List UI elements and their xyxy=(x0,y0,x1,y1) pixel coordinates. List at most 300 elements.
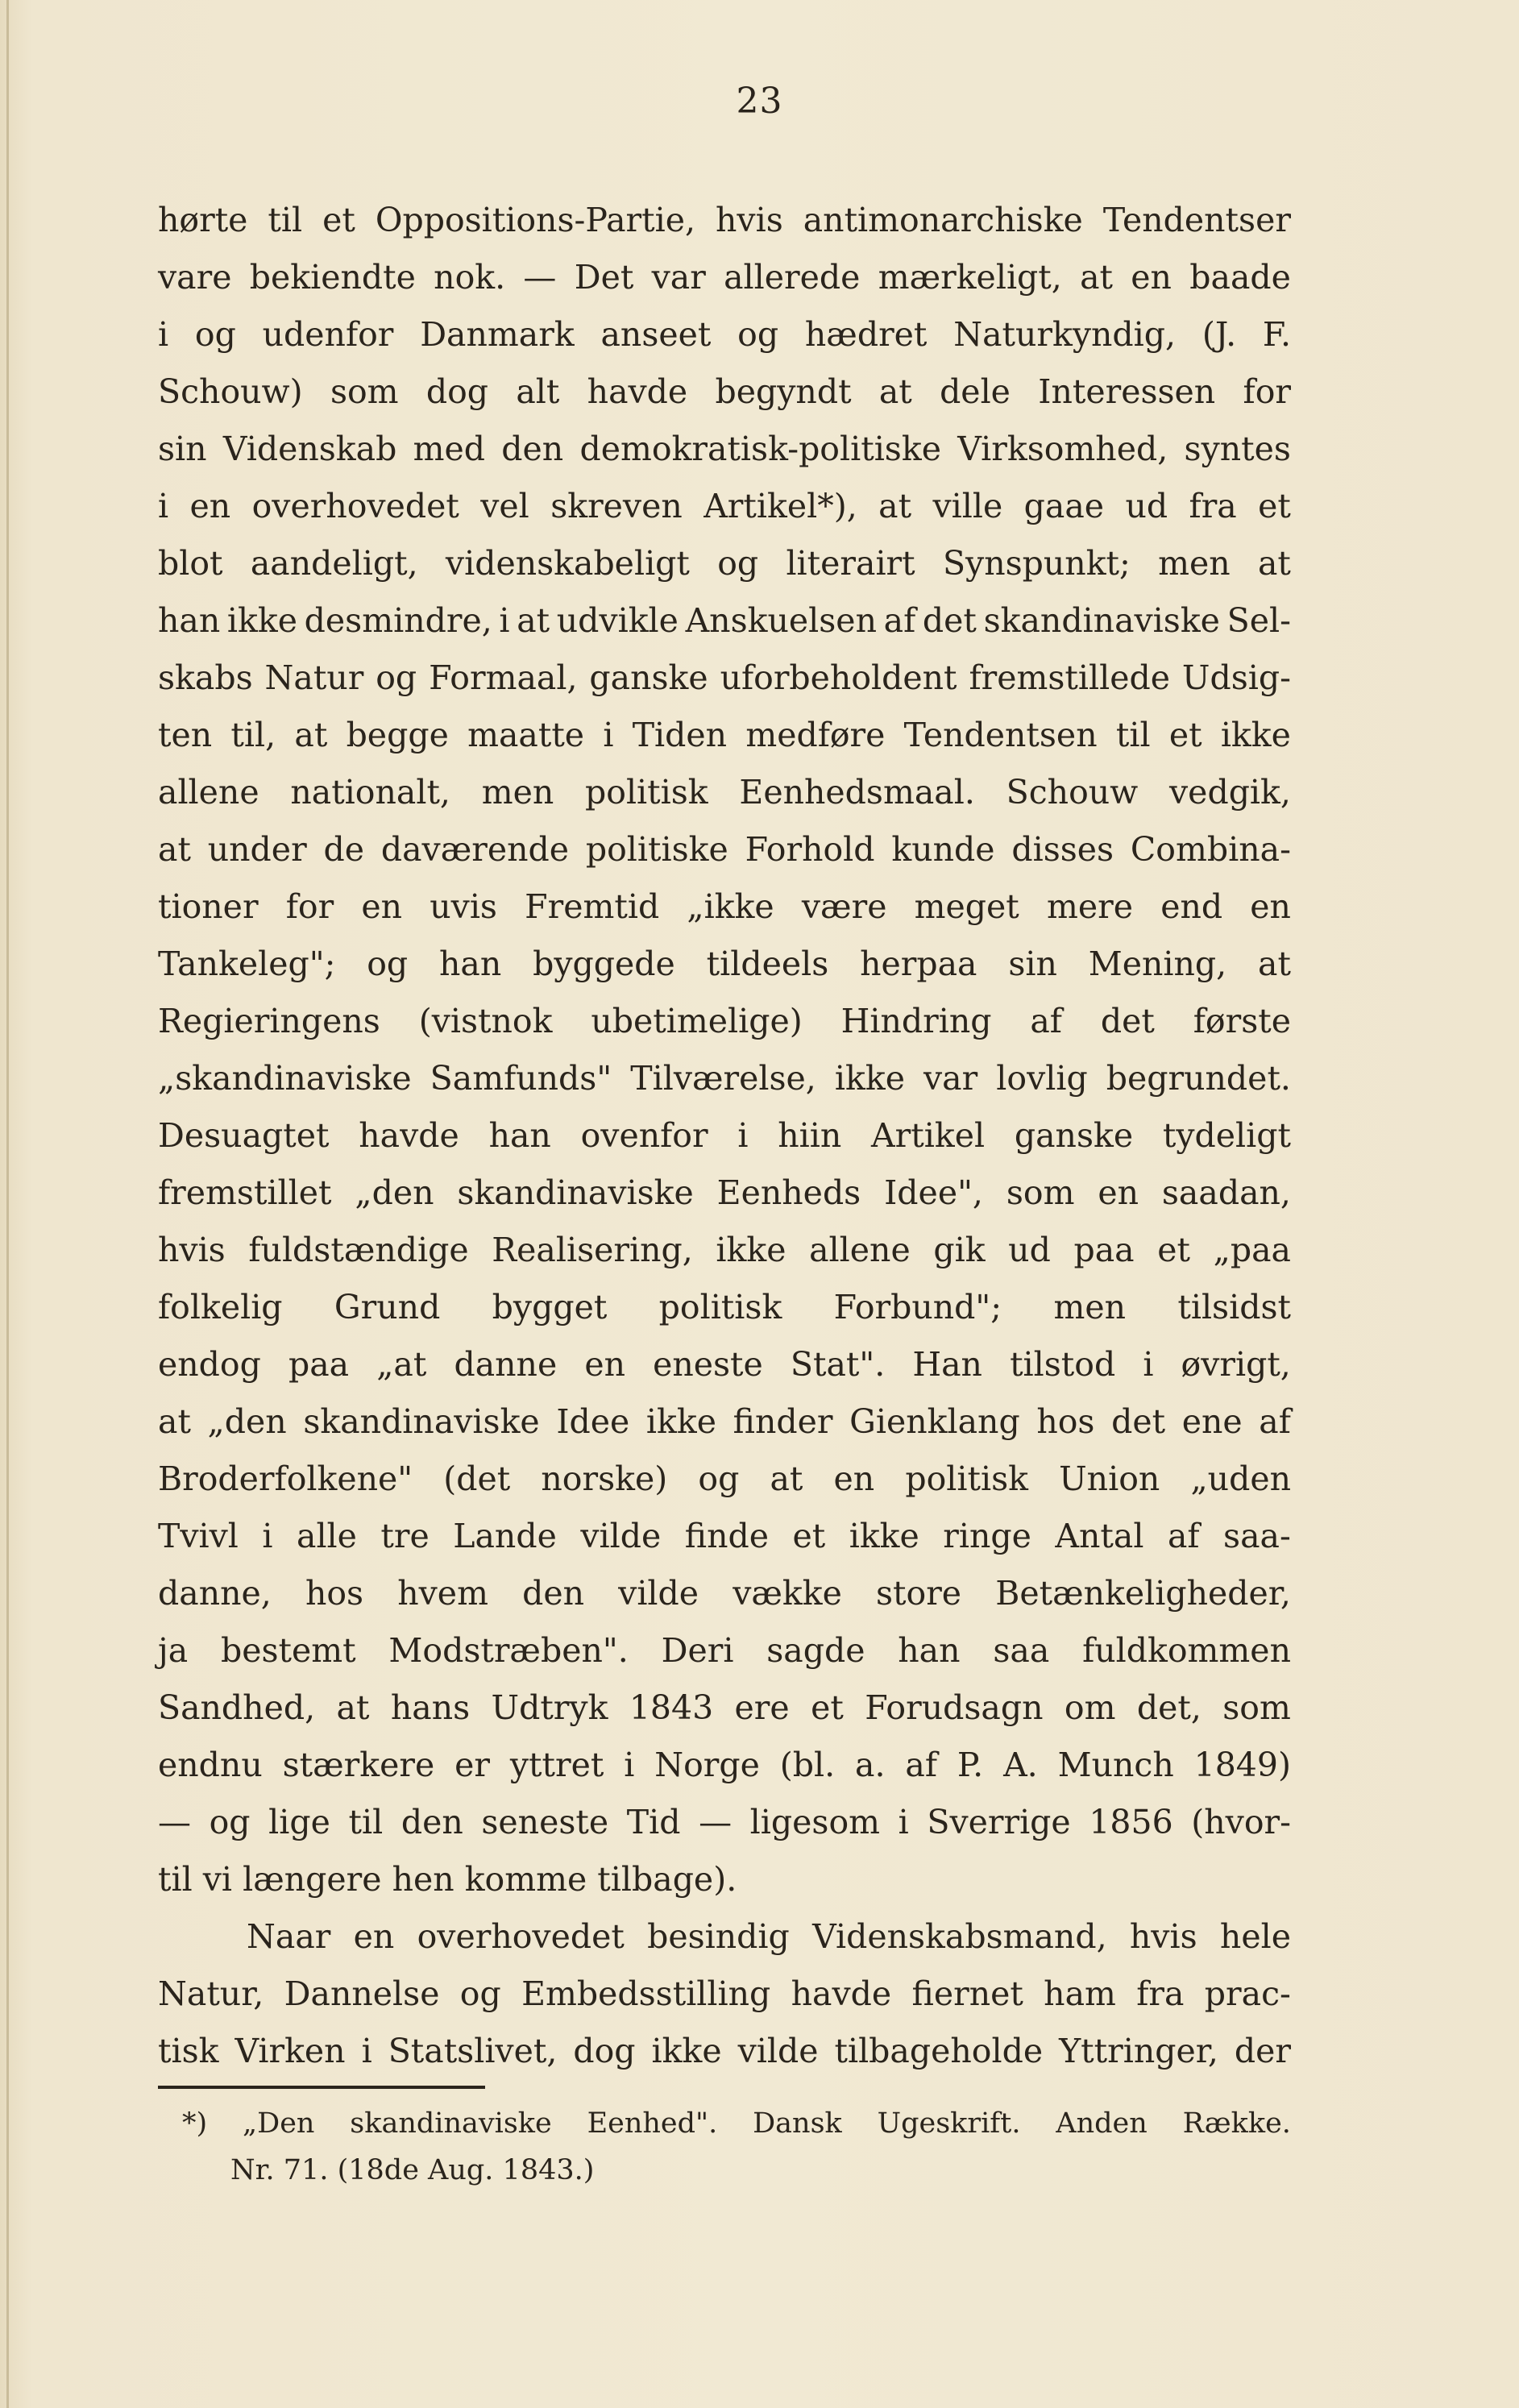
word: at xyxy=(294,716,328,754)
word: Sel- xyxy=(1226,601,1291,640)
word: fiernet xyxy=(911,1974,1023,2013)
word: Fremtid xyxy=(525,887,660,926)
word: begyndt xyxy=(715,372,852,411)
word: 1843.) xyxy=(502,2154,595,2186)
word: længere xyxy=(243,1860,382,1899)
word: skreven xyxy=(550,487,683,525)
word: finder xyxy=(733,1402,833,1441)
word: det xyxy=(1111,1402,1166,1441)
word: ringe xyxy=(943,1517,1031,1555)
text-line xyxy=(158,707,1291,764)
word: Dansk xyxy=(753,2107,842,2140)
word: herpaa xyxy=(860,945,977,983)
footnote xyxy=(182,2100,1291,2194)
word: men xyxy=(481,773,554,812)
word: tre xyxy=(380,1517,430,1555)
word: ikke xyxy=(1220,716,1291,754)
word: i xyxy=(361,2032,372,2070)
word: hvis xyxy=(158,1231,226,1269)
word: i xyxy=(1143,1345,1154,1384)
word: sagde xyxy=(766,1631,865,1670)
word: ganske xyxy=(1014,1116,1134,1155)
word: Eenhedsmaal. xyxy=(739,773,975,812)
word: udenfor xyxy=(262,315,394,354)
word: en xyxy=(189,487,231,525)
word: aandeligt, xyxy=(250,544,418,583)
word: vare xyxy=(158,258,232,297)
word: og xyxy=(209,1803,251,1841)
word: saa- xyxy=(1223,1517,1291,1555)
word: mærkeligt, xyxy=(878,258,1062,297)
word: Sandhed, xyxy=(158,1688,316,1727)
word: Hindring xyxy=(840,1002,992,1040)
word: Modstræben". xyxy=(388,1631,629,1670)
word: overhovedet xyxy=(251,487,459,525)
word: vilde xyxy=(737,2032,819,2070)
word: i xyxy=(158,487,169,525)
word: et xyxy=(322,201,355,239)
word: begrundet. xyxy=(1106,1059,1291,1098)
word: at xyxy=(517,601,550,640)
word: norske) xyxy=(541,1459,668,1498)
word: Lande xyxy=(453,1517,557,1555)
text-line xyxy=(158,306,1291,363)
word: endog xyxy=(158,1345,261,1384)
word: allene xyxy=(809,1231,911,1269)
word: skandinaviske xyxy=(457,1173,694,1212)
word: Tankeleg"; xyxy=(158,945,336,983)
word: tilstod xyxy=(1010,1345,1116,1384)
word: danne xyxy=(454,1345,558,1384)
word: ud xyxy=(1125,487,1168,525)
word: end xyxy=(1160,887,1223,926)
footnote-line xyxy=(182,2147,1291,2194)
word: mere xyxy=(1046,887,1133,926)
word: skandinaviske xyxy=(303,1402,540,1441)
word: at xyxy=(336,1688,370,1727)
text-line xyxy=(158,478,1291,535)
text-line xyxy=(158,1737,1291,1794)
word: af xyxy=(905,1746,937,1784)
word: politiske xyxy=(585,830,728,869)
word: ud xyxy=(1008,1231,1051,1269)
word: af xyxy=(883,601,916,640)
text-line xyxy=(158,192,1291,249)
word: Embedsstilling xyxy=(521,1974,771,2013)
word: ere xyxy=(734,1688,790,1727)
word: Munch xyxy=(1057,1746,1174,1784)
word: stærkere xyxy=(282,1746,435,1784)
word: Yttringer, xyxy=(1059,2032,1218,2070)
word: at xyxy=(158,830,191,869)
word: syntes xyxy=(1184,430,1291,468)
word: Tiden xyxy=(632,716,728,754)
word: skandinaviske xyxy=(983,601,1220,640)
word: Artikel*), xyxy=(703,487,857,525)
word: (hvor- xyxy=(1191,1803,1291,1841)
word: tildeels xyxy=(706,945,829,983)
word: for xyxy=(285,887,334,926)
word: ligesom xyxy=(749,1803,881,1841)
word: Forudsagn xyxy=(865,1688,1044,1727)
word: Natur, xyxy=(158,1974,264,2013)
word: tilsidst xyxy=(1177,1288,1291,1326)
word: lige xyxy=(268,1803,330,1841)
word: „uden xyxy=(1190,1459,1291,1498)
word: politisk xyxy=(585,773,708,812)
text-line xyxy=(158,1222,1291,1279)
word: Sverrige xyxy=(927,1803,1071,1841)
word: i xyxy=(898,1803,909,1841)
word: (J. xyxy=(1202,315,1237,354)
word: (det xyxy=(443,1459,511,1498)
word: ten xyxy=(158,716,213,754)
word: sin xyxy=(158,430,207,468)
word: i xyxy=(603,716,614,754)
word: fremstillet xyxy=(158,1173,332,1212)
word: i xyxy=(737,1116,749,1155)
word: en xyxy=(833,1459,875,1498)
word: vi xyxy=(202,1860,233,1899)
body-text xyxy=(158,192,1291,2080)
word: fuldkommen xyxy=(1082,1631,1291,1670)
text-line xyxy=(158,878,1291,936)
word: Han xyxy=(912,1345,982,1384)
word: hædret xyxy=(804,315,928,354)
word: at xyxy=(878,372,912,411)
word: Udsig- xyxy=(1181,658,1291,697)
word: Nr. xyxy=(230,2154,275,2186)
word: (18de xyxy=(337,2154,419,2186)
word: byggede xyxy=(533,945,675,983)
word: dog xyxy=(573,2032,636,2070)
word: Idee", xyxy=(884,1173,983,1212)
word: Det xyxy=(574,258,634,297)
text-line xyxy=(158,821,1291,878)
word: og xyxy=(717,544,759,583)
word: meget xyxy=(914,887,1019,926)
word: i xyxy=(499,601,510,640)
word: Desuagtet xyxy=(158,1116,330,1155)
word: fra xyxy=(1136,1974,1185,2013)
word: — xyxy=(699,1803,733,1841)
word: bekiendte xyxy=(249,258,416,297)
word: „at xyxy=(376,1345,427,1384)
word: et xyxy=(1157,1231,1190,1269)
word: blot xyxy=(158,544,223,583)
word: han xyxy=(488,1116,551,1155)
word: Union xyxy=(1059,1459,1160,1498)
text-line xyxy=(158,993,1291,1050)
word: hiin xyxy=(778,1116,842,1155)
word: det xyxy=(1100,1002,1155,1040)
word: en xyxy=(353,1917,395,1956)
word: anseet xyxy=(600,315,712,354)
word: „ikke xyxy=(687,887,774,926)
word: havde xyxy=(587,372,688,411)
word: ikke xyxy=(651,2032,722,2070)
word: a. xyxy=(855,1746,886,1784)
word: Tid xyxy=(626,1803,681,1841)
word: kunde xyxy=(891,830,995,869)
word: tilbage). xyxy=(597,1860,737,1899)
word: folkelig xyxy=(158,1288,283,1326)
word: ovenfor xyxy=(580,1116,708,1155)
word: „paa xyxy=(1213,1231,1291,1269)
word: i xyxy=(624,1746,635,1784)
word: under xyxy=(207,830,307,869)
text-line xyxy=(158,1279,1291,1336)
word: Række. xyxy=(1182,2107,1291,2140)
word: danne, xyxy=(158,1574,272,1613)
word: at xyxy=(878,487,912,525)
word: i xyxy=(262,1517,273,1555)
word: Gienklang xyxy=(849,1402,1020,1441)
word: Tendentser xyxy=(1102,201,1291,239)
word: tilbageholde xyxy=(834,2032,1044,2070)
word: Grund xyxy=(334,1288,441,1326)
word: Schouw xyxy=(1006,773,1139,812)
word: vække xyxy=(733,1574,842,1613)
word: var xyxy=(923,1059,978,1098)
word: dele xyxy=(940,372,1011,411)
word: 1856 xyxy=(1089,1803,1173,1841)
word: Anden xyxy=(1056,2107,1148,2140)
word: hørte xyxy=(158,201,248,239)
word: Anskuelsen xyxy=(685,601,877,640)
text-line xyxy=(158,764,1291,821)
word: Mening, xyxy=(1088,945,1227,983)
text-line xyxy=(158,1508,1291,1565)
word: som xyxy=(1222,1688,1291,1727)
word: havde xyxy=(359,1116,459,1155)
text-line xyxy=(158,363,1291,421)
word: yttret xyxy=(509,1746,604,1784)
word: var xyxy=(651,258,706,297)
word: en xyxy=(361,887,403,926)
word: fuldstændige xyxy=(248,1231,469,1269)
word: Naar xyxy=(247,1917,331,1956)
word: *) xyxy=(182,2107,208,2140)
word: af xyxy=(1259,1402,1291,1441)
word: Deri xyxy=(661,1631,734,1670)
text-line xyxy=(158,249,1291,306)
word: med xyxy=(413,430,486,468)
word: Synspunkt; xyxy=(942,544,1131,583)
word: „Den xyxy=(243,2107,315,2140)
text-line xyxy=(158,1107,1291,1165)
text-line xyxy=(158,1565,1291,1622)
text-line xyxy=(158,1679,1291,1737)
text-line xyxy=(158,2023,1291,2080)
word: ikke xyxy=(645,1402,716,1441)
word: komme xyxy=(464,1860,587,1899)
word: disses xyxy=(1011,830,1114,869)
word: til xyxy=(1115,716,1151,754)
word: udvikle xyxy=(556,601,679,640)
word: Oppositions-Partie, xyxy=(375,201,696,239)
word: øvrigt, xyxy=(1181,1345,1291,1384)
word: A. xyxy=(1003,1746,1038,1784)
word: seneste xyxy=(481,1803,609,1841)
word: at xyxy=(770,1459,803,1498)
word: og xyxy=(737,315,779,354)
word: havde xyxy=(791,1974,892,2013)
word: maatte xyxy=(467,716,585,754)
word: 1843 xyxy=(629,1688,714,1727)
word: (vistnok xyxy=(418,1002,553,1040)
text-line xyxy=(158,535,1291,592)
word: desmindre, xyxy=(304,601,492,640)
word: vilde xyxy=(618,1574,699,1613)
word: den xyxy=(401,1803,463,1841)
word: skandinaviske xyxy=(350,2107,552,2140)
word: vilde xyxy=(580,1517,662,1555)
text-line xyxy=(158,1393,1291,1451)
word: han xyxy=(158,601,221,640)
word: „skandinaviske xyxy=(158,1059,412,1098)
word: Samfunds" xyxy=(430,1059,612,1098)
word: hans xyxy=(390,1688,471,1727)
word: Regieringens xyxy=(158,1002,380,1040)
text-line xyxy=(158,1336,1291,1393)
word: Betænkeligheder, xyxy=(995,1574,1291,1613)
word: fra xyxy=(1189,487,1237,525)
word: han xyxy=(898,1631,961,1670)
text-line xyxy=(158,936,1291,993)
word: første xyxy=(1193,1002,1291,1040)
word: F. xyxy=(1262,315,1291,354)
word: ja xyxy=(158,1631,189,1670)
word: bestemt xyxy=(220,1631,356,1670)
text-line xyxy=(158,1908,1291,1966)
word: skabs xyxy=(158,658,253,697)
word: den xyxy=(522,1574,585,1613)
word: et xyxy=(1168,716,1202,754)
word: Videnskabsmand, xyxy=(812,1917,1107,1956)
word: allene xyxy=(158,773,259,812)
word: og xyxy=(459,1974,501,2013)
word: 1849) xyxy=(1193,1746,1291,1784)
word: der xyxy=(1234,2032,1291,2070)
word: Forbund"; xyxy=(833,1288,1002,1326)
word: og xyxy=(376,658,417,697)
word: Broderfolkene" xyxy=(158,1459,413,1498)
word: Ugeskrift. xyxy=(877,2107,1021,2140)
word: Antal xyxy=(1055,1517,1144,1555)
word: „den xyxy=(207,1402,287,1441)
word: det, xyxy=(1136,1688,1202,1727)
word: og xyxy=(194,315,236,354)
word: literairt xyxy=(786,544,915,583)
word: Artikel xyxy=(871,1116,986,1155)
word: af xyxy=(1167,1517,1200,1555)
word: det xyxy=(922,601,977,640)
word: vedgik, xyxy=(1169,773,1291,812)
word: Dannelse xyxy=(284,1974,440,2013)
word: Eenhed". xyxy=(587,2107,718,2140)
word: nationalt, xyxy=(290,773,450,812)
text-line xyxy=(158,1851,1291,1908)
word: Forhold xyxy=(745,830,875,869)
word: ikke xyxy=(834,1059,905,1098)
word: til xyxy=(348,1803,384,1841)
text-line xyxy=(158,1966,1291,2023)
word: politisk xyxy=(905,1459,1028,1498)
word: endnu xyxy=(158,1746,263,1784)
word: fremstillede xyxy=(969,658,1170,697)
text-line xyxy=(158,1794,1291,1851)
word: er xyxy=(454,1746,490,1784)
word: Eenheds xyxy=(716,1173,861,1212)
word: Aug. xyxy=(428,2154,494,2186)
word: de xyxy=(323,830,365,869)
word: hvem xyxy=(397,1574,488,1613)
word: tydeligt xyxy=(1162,1116,1291,1155)
word: uvis xyxy=(430,887,497,926)
word: Idee xyxy=(556,1402,630,1441)
footnote-divider xyxy=(158,2086,485,2089)
word: Videnskab xyxy=(222,430,397,468)
word: at xyxy=(158,1402,191,1441)
word: vel xyxy=(480,487,529,525)
word: ham xyxy=(1044,1974,1116,2013)
word: bygget xyxy=(492,1288,608,1326)
word: Tilværelse, xyxy=(630,1059,816,1098)
word: Formaal, xyxy=(429,658,578,697)
word: — xyxy=(158,1803,191,1841)
word: ikke xyxy=(226,601,297,640)
word: finde xyxy=(684,1517,769,1555)
word: ikke xyxy=(849,1517,919,1555)
word: alt xyxy=(516,372,560,411)
word: til, xyxy=(230,716,276,754)
word: være xyxy=(801,887,887,926)
word: Statslivet, xyxy=(388,2032,558,2070)
word: en xyxy=(584,1345,625,1384)
text-line xyxy=(158,1622,1291,1679)
word: paa xyxy=(1073,1231,1135,1269)
word: politisk xyxy=(658,1288,782,1326)
word: Realisering, xyxy=(492,1231,693,1269)
word: — xyxy=(523,258,557,297)
word: en xyxy=(1131,258,1172,297)
word: tisk xyxy=(158,2032,219,2070)
word: besindig xyxy=(647,1917,790,1956)
text-line xyxy=(158,1165,1291,1222)
word: eneste xyxy=(653,1345,763,1384)
word: medføre xyxy=(745,716,886,754)
word: Interessen xyxy=(1038,372,1216,411)
word: den xyxy=(501,430,564,468)
word: Schouw) xyxy=(158,372,303,411)
word: videnskabeligt xyxy=(445,544,690,583)
word: gaae xyxy=(1023,487,1105,525)
word: som xyxy=(1006,1173,1075,1212)
footnote-line xyxy=(182,2100,1291,2147)
page-edge-shadow xyxy=(6,0,9,2408)
word: hvis xyxy=(1129,1917,1197,1956)
word: (bl. xyxy=(779,1746,836,1784)
word: Virken xyxy=(234,2032,346,2070)
word: baade xyxy=(1189,258,1291,297)
word: Virksomhed, xyxy=(957,430,1168,468)
page-number: 23 xyxy=(736,81,783,122)
word: og xyxy=(698,1459,740,1498)
text-line xyxy=(158,1050,1291,1107)
word: som xyxy=(330,372,399,411)
word: hen xyxy=(392,1860,454,1899)
